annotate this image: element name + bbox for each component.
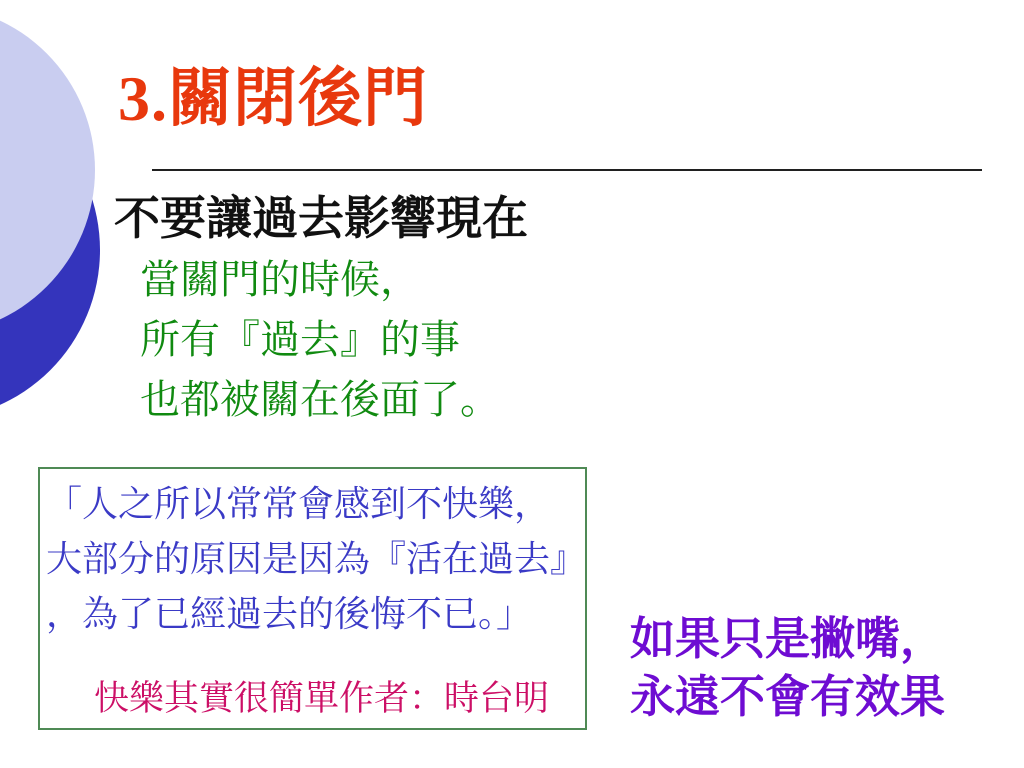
title-underline	[152, 169, 982, 171]
quote-line: 大部分的原因是因為『活在過去』	[46, 539, 587, 579]
quote-attribution: 快樂其實很簡單作者：時台明	[94, 679, 550, 718]
closing-text	[630, 610, 945, 726]
slide-subtitle: 不要讓過去影響現在	[114, 193, 528, 244]
body-line: 所有『過去』的事	[140, 318, 460, 362]
quote-box	[38, 467, 587, 730]
closing-line: 如果只是撇嘴，	[630, 614, 946, 664]
body-line: 也都被關在後面了。	[140, 378, 500, 422]
closing-line: 永遠不會有效果	[630, 672, 946, 722]
quote-text	[46, 477, 586, 642]
slide-title: 3.關閉後門	[118, 63, 428, 134]
quote-line: ，為了已經過去的後悔不已。」	[46, 594, 533, 634]
body-text-green	[140, 250, 500, 430]
quote-line: 「人之所以常常會感到不快樂，	[46, 484, 551, 524]
body-line: 當關門的時候，	[140, 258, 420, 302]
